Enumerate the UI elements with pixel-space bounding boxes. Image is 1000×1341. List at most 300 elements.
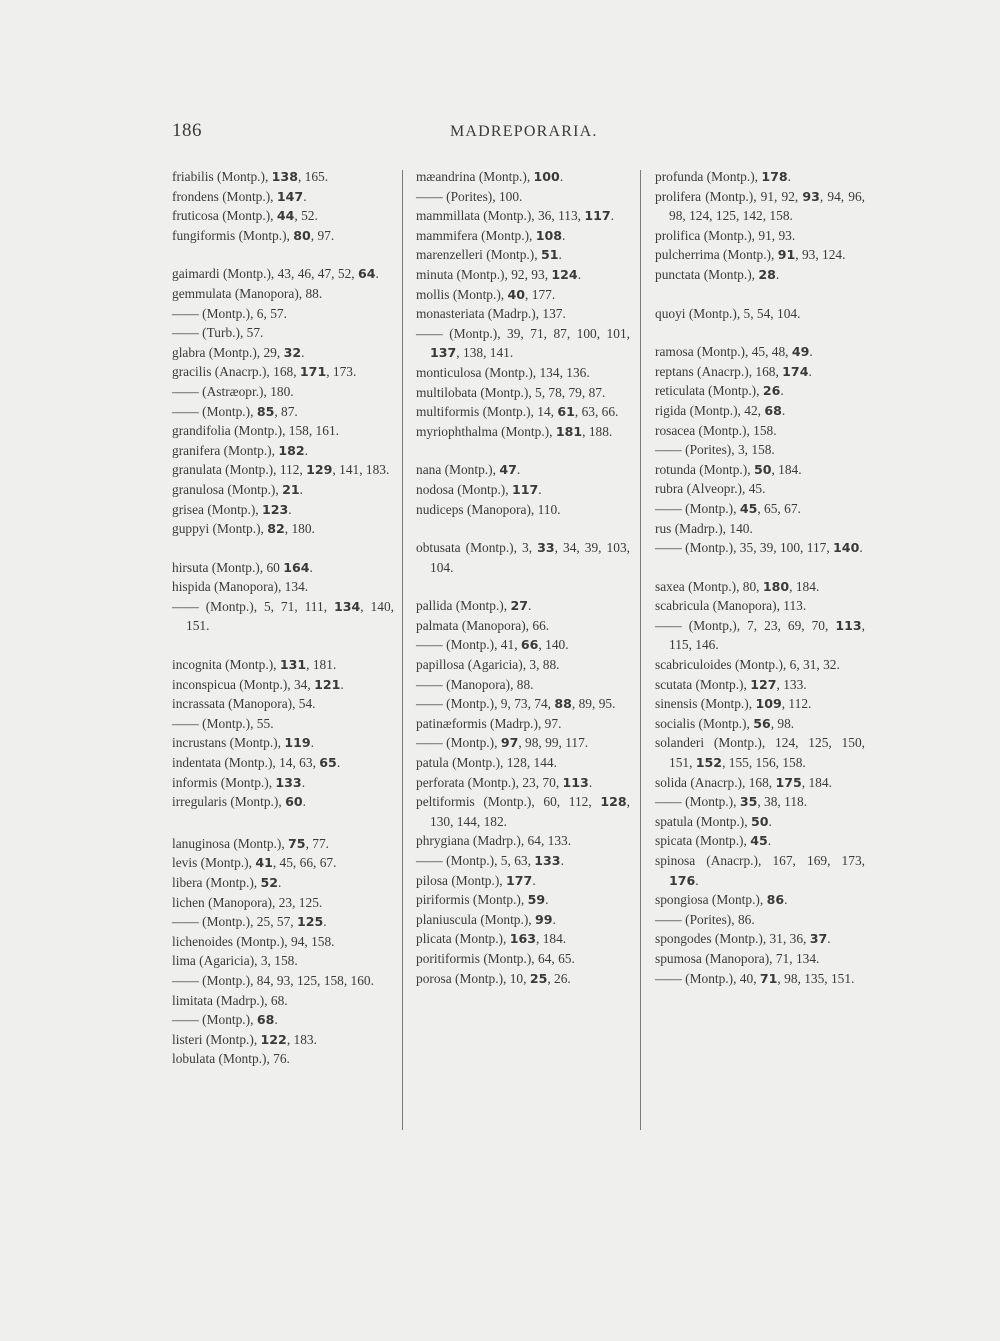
- entry-text: fruticosa (Montp.),: [172, 208, 277, 224]
- entry-text: —— (Montp.),: [416, 735, 501, 751]
- index-entry: [172, 304, 394, 324]
- index-entry: [416, 363, 630, 383]
- entry-text: prolifera (Montp.), 91, 92,: [655, 188, 803, 204]
- bold-page-ref: 51: [540, 247, 559, 263]
- entry-text: inconspicua (Montp.), 34,: [172, 676, 315, 692]
- entry-text: , 165.: [297, 169, 329, 184]
- index-entry: [655, 596, 865, 616]
- index-entry: [416, 929, 630, 949]
- entry-text: —— (Montp.),: [655, 794, 740, 810]
- entry-text: , 141, 183.: [332, 462, 390, 478]
- entry-text: profunda (Montp.),: [655, 169, 762, 184]
- entry-text: .: [552, 911, 556, 927]
- entry-text: .: [775, 266, 780, 282]
- entry-text: , 87.: [274, 403, 298, 419]
- column-divider: [640, 170, 641, 1130]
- index-entry: [416, 245, 630, 265]
- index-entry: [416, 871, 630, 891]
- entry-text: .: [859, 540, 863, 556]
- index-entry: [655, 304, 865, 324]
- entry-text: , 188.: [582, 423, 613, 439]
- bold-page-ref: 125: [296, 914, 324, 930]
- entry-text: —— (Manopora), 88.: [416, 676, 534, 692]
- bold-page-ref: 91: [777, 247, 796, 263]
- entry-text: saxea (Montp.), 80,: [655, 578, 763, 594]
- entry-text: libera (Montp.),: [172, 875, 261, 890]
- index-entry: [416, 304, 630, 324]
- entry-text: .: [309, 559, 313, 575]
- index-entry: [655, 910, 865, 930]
- entry-text: quoyi (Montp.), 5, 54, 104.: [655, 305, 801, 321]
- entry-text: prolifica (Montp.), 91, 93.: [655, 227, 796, 243]
- index-entry: [416, 167, 630, 187]
- bold-page-ref: 25: [529, 970, 548, 986]
- entry-text: ramosa (Montp.), 45, 48,: [655, 344, 792, 360]
- index-entry: [655, 460, 865, 480]
- entry-text: , 65, 67.: [757, 500, 801, 516]
- entry-text: , 34, 39, 103, 104.: [430, 540, 630, 575]
- entry-text: nudiceps (Manopora), 110.: [416, 501, 561, 517]
- bold-page-ref: 66: [520, 637, 539, 653]
- index-entry: [416, 383, 630, 403]
- index-entry: [172, 912, 394, 932]
- bold-page-ref: 21: [282, 481, 300, 497]
- entry-text: , 180.: [284, 521, 315, 537]
- bold-page-ref: 56: [753, 715, 771, 731]
- entry-text: , 155, 156, 158.: [722, 755, 806, 771]
- index-entry: [655, 733, 865, 772]
- entry-text: socialis (Montp.),: [655, 715, 754, 731]
- bold-page-ref: 119: [284, 735, 311, 751]
- bold-page-ref: 127: [750, 676, 777, 692]
- index-entry: [172, 1049, 394, 1069]
- index-entry: [655, 381, 865, 401]
- bold-page-ref: 64: [357, 266, 376, 282]
- entry-text: scutata (Montp.),: [655, 676, 751, 692]
- bold-page-ref: 50: [750, 813, 769, 829]
- page-header: [0, 120, 1000, 150]
- entry-text: , 77.: [305, 835, 330, 851]
- entry-text: —— (Montp.),: [655, 500, 740, 516]
- index-entry: [655, 812, 865, 832]
- entry-text: lima (Agaricia), 3, 158.: [172, 953, 298, 969]
- index-entry: [416, 616, 630, 636]
- index-entry: [655, 714, 865, 734]
- entry-text: scabricula (Manopora), 113.: [655, 598, 807, 614]
- entry-text: .: [274, 1012, 278, 1028]
- bold-page-ref: 164: [283, 559, 310, 575]
- bold-page-ref: 123: [262, 501, 289, 517]
- bold-page-ref: 61: [557, 404, 575, 420]
- bold-page-ref: 129: [306, 462, 333, 478]
- index-entry: [172, 792, 394, 812]
- entry-text: , 63, 66.: [574, 404, 619, 420]
- index-entry: [655, 577, 865, 597]
- index-entry: [655, 538, 865, 558]
- bold-page-ref: 45: [739, 500, 758, 516]
- index-entry: [172, 714, 394, 734]
- entry-text: guppyi (Montp.),: [172, 521, 268, 537]
- entry-text: , 45, 66, 67.: [272, 855, 337, 871]
- entry-text: , 130, 144, 182.: [430, 794, 630, 829]
- entry-text: spongodes (Montp.), 31, 36,: [655, 931, 810, 947]
- bold-page-ref: 26: [762, 383, 781, 399]
- page-number: 186: [172, 120, 202, 141]
- index-entry: [416, 655, 630, 675]
- index-entry: [655, 401, 865, 421]
- bold-page-ref: 49: [791, 344, 810, 360]
- entry-text: —— (Montp.), 35, 39, 100, 117,: [655, 540, 834, 556]
- bold-page-ref: 88: [554, 696, 572, 712]
- entry-text: , 98.: [770, 715, 795, 731]
- index-entry: [172, 226, 394, 246]
- bold-page-ref: 122: [260, 1031, 287, 1047]
- index-entry: [416, 538, 630, 577]
- index-entry: [172, 694, 394, 714]
- index-entry: [655, 479, 865, 499]
- entry-text: poritiformis (Montp.), 64, 65.: [416, 950, 575, 966]
- index-entry: [172, 323, 394, 343]
- entry-text: .: [808, 363, 812, 379]
- entry-text: pallida (Montp.),: [416, 598, 511, 614]
- running-title: MADREPORARIA.: [450, 123, 598, 140]
- index-entry: [172, 991, 394, 1011]
- bold-page-ref: 140: [833, 540, 860, 556]
- column-divider: [402, 170, 403, 1130]
- entry-text: , 98, 99, 117.: [518, 735, 589, 751]
- bold-page-ref: 181: [555, 423, 583, 439]
- bold-page-ref: 138: [271, 169, 298, 184]
- index-entry: [416, 402, 630, 422]
- entry-text: grisea (Montp.),: [172, 501, 262, 517]
- entry-text: .: [288, 501, 292, 517]
- index-entry: [172, 402, 394, 422]
- entry-text: .: [301, 774, 306, 790]
- index-entry: [172, 753, 394, 773]
- bold-page-ref: 177: [506, 872, 533, 888]
- entry-text: mæandrina (Montp.),: [416, 169, 534, 184]
- index-entry: [172, 382, 394, 402]
- entry-text: nodosa (Montp.),: [416, 481, 512, 497]
- entry-text: rubra (Alveopr.), 45.: [655, 481, 766, 497]
- index-entry: [655, 167, 865, 187]
- index-entry: [655, 694, 865, 714]
- bold-page-ref: 176: [669, 872, 696, 888]
- entry-text: , 38, 118.: [757, 794, 808, 810]
- entry-text: incognita (Montp.),: [172, 657, 280, 673]
- index-entry: [416, 422, 630, 442]
- entry-text: —— (Montp.), 41,: [416, 637, 521, 653]
- entry-text: papillosa (Agaricia), 3, 88.: [416, 657, 560, 673]
- bold-page-ref: 137: [430, 345, 457, 361]
- index-entry: [172, 480, 394, 500]
- entry-text: —— (Montp,), 7, 23, 69, 70,: [655, 617, 836, 633]
- index-entry: [416, 694, 630, 714]
- entry-text: punctata (Montp.),: [655, 266, 759, 282]
- bold-page-ref: 68: [256, 1012, 275, 1028]
- entry-text: incrassata (Manopora), 54.: [172, 696, 316, 712]
- index-entry: [172, 206, 394, 226]
- entry-text: friabilis (Montp.),: [172, 169, 272, 184]
- entry-text: —— (Montp.), 55.: [172, 715, 274, 731]
- index-entry: [655, 969, 865, 989]
- entry-text: fungiformis (Montp.),: [172, 227, 294, 243]
- entry-text: .: [301, 344, 305, 360]
- entry-text: .: [323, 914, 327, 930]
- index-entry: [416, 187, 630, 207]
- bold-page-ref: 28: [758, 266, 776, 282]
- entry-text: spicata (Montp.),: [655, 833, 751, 849]
- entry-text: .: [781, 402, 786, 418]
- index-entry: [416, 596, 630, 616]
- index-entry: [655, 851, 865, 890]
- entry-text: —— (Montp.), 6, 57.: [172, 305, 287, 321]
- entry-text: , 183.: [286, 1031, 317, 1047]
- entry-text: , 26.: [547, 970, 571, 986]
- bold-page-ref: 40: [507, 286, 526, 302]
- entry-text: —— (Montp.), 5, 63,: [416, 853, 535, 868]
- bold-page-ref: 45: [750, 833, 768, 849]
- entry-text: .: [809, 344, 813, 360]
- entry-text: limitata (Madrp.), 68.: [172, 992, 288, 1008]
- index-entry: [416, 851, 630, 871]
- index-entry: [655, 831, 865, 851]
- entry-text: , 184.: [789, 578, 820, 594]
- index-entry: [172, 264, 394, 284]
- bold-page-ref: 33: [537, 540, 555, 556]
- entry-text: rosacea (Montp.), 158.: [655, 422, 777, 438]
- index-column-3: [655, 167, 865, 988]
- entry-text: frondens (Montp.),: [172, 188, 277, 204]
- index-entry: [172, 853, 394, 873]
- entry-text: rus (Madrp.), 140.: [655, 520, 753, 536]
- index-entry: [655, 265, 865, 285]
- entry-text: spinosa (Anacrp.), 167, 169, 173,: [655, 853, 865, 868]
- bold-page-ref: 93: [802, 188, 820, 204]
- entry-text: .: [375, 266, 379, 282]
- index-entry: [416, 265, 630, 285]
- entry-text: —— (Montp.),: [172, 403, 257, 419]
- entry-text: .: [299, 481, 303, 497]
- index-entry: [655, 362, 865, 382]
- entry-text: listeri (Montp.),: [172, 1031, 261, 1047]
- entry-text: .: [278, 875, 282, 890]
- entry-text: monticulosa (Montp.), 134, 136.: [416, 364, 590, 380]
- entry-text: patinæformis (Madrp.), 97.: [416, 715, 562, 731]
- entry-text: pulcherrima (Montp.),: [655, 247, 778, 263]
- index-entry: [416, 831, 630, 851]
- index-entry: [172, 834, 394, 854]
- bold-page-ref: 82: [267, 521, 285, 537]
- index-entry: [172, 597, 394, 636]
- entry-text: .: [559, 169, 564, 184]
- index-entry: [655, 655, 865, 675]
- entry-text: minuta (Montp.), 92, 93,: [416, 266, 552, 282]
- entry-text: , 181.: [306, 657, 337, 673]
- entry-text: rigida (Montp.), 42,: [655, 402, 765, 418]
- index-entry: [172, 655, 394, 675]
- bold-page-ref: 27: [510, 598, 528, 614]
- entry-text: plicata (Montp.),: [416, 931, 510, 947]
- index-entry: [172, 733, 394, 753]
- entry-text: , 89, 95.: [571, 696, 616, 712]
- entry-text: , 184.: [801, 774, 832, 790]
- index-entry: [172, 441, 394, 461]
- entry-text: palmata (Manopora), 66.: [416, 617, 550, 633]
- bold-page-ref: 68: [764, 402, 782, 418]
- entry-text: .: [695, 872, 699, 888]
- entry-text: , 177.: [525, 286, 556, 302]
- index-entry: [172, 558, 394, 578]
- index-entry: [655, 499, 865, 519]
- index-entry: [655, 187, 865, 226]
- index-entry: [172, 362, 394, 382]
- index-entry: [172, 951, 394, 971]
- entry-text: hispida (Manopora), 134.: [172, 579, 309, 595]
- entry-text: planiuscula (Montp.),: [416, 911, 536, 927]
- entry-text: .: [768, 813, 772, 829]
- index-entry: [416, 460, 630, 480]
- index-entry: [172, 343, 394, 363]
- entry-text: —— (Montp.), 39, 71, 87, 100, 101,: [416, 325, 630, 341]
- index-entry: [416, 675, 630, 695]
- entry-text: .: [787, 169, 792, 184]
- entry-text: levis (Montp.),: [172, 855, 256, 871]
- entry-text: phrygiana (Madrp.), 64, 133.: [416, 833, 572, 849]
- entry-text: , 94, 96, 98, 124, 125, 142, 158.: [669, 188, 865, 224]
- index-entry: [655, 792, 865, 812]
- index-entry: [416, 714, 630, 734]
- bold-page-ref: 152: [695, 755, 723, 771]
- entry-text: , 115, 146.: [669, 617, 865, 653]
- bold-page-ref: 52: [260, 875, 279, 890]
- entry-text: spumosa (Manopora), 71, 134.: [655, 950, 820, 966]
- entry-text: informis (Montp.),: [172, 774, 276, 790]
- bold-page-ref: 113: [835, 617, 862, 633]
- index-entry: [172, 675, 394, 695]
- entry-text: .: [784, 892, 788, 908]
- entry-text: .: [767, 833, 772, 849]
- index-entry: [172, 187, 394, 207]
- bold-page-ref: 121: [314, 676, 341, 692]
- entry-text: porosa (Montp.), 10,: [416, 970, 530, 986]
- entry-text: , 52.: [294, 208, 318, 224]
- entry-text: indentata (Montp.), 14, 63,: [172, 755, 320, 771]
- bold-page-ref: 100: [533, 169, 560, 184]
- bold-page-ref: 180: [762, 578, 790, 594]
- entry-text: pilosa (Montp.),: [416, 872, 507, 888]
- entry-text: , 184.: [771, 461, 802, 477]
- entry-text: .: [336, 755, 341, 771]
- bold-page-ref: 99: [535, 911, 553, 927]
- entry-text: marenzelleri (Montp.),: [416, 247, 541, 263]
- entry-text: .: [560, 853, 564, 868]
- index-entry: [416, 206, 630, 226]
- entry-text: patula (Montp.), 128, 144.: [416, 755, 557, 771]
- entry-text: .: [545, 892, 549, 908]
- index-entry: [655, 519, 865, 539]
- bold-page-ref: 44: [276, 208, 295, 224]
- entry-text: solida (Anacrp.), 168,: [655, 774, 776, 790]
- bold-page-ref: 133: [275, 774, 302, 790]
- bold-page-ref: 182: [278, 442, 305, 458]
- index-entry: [172, 1030, 394, 1050]
- entry-text: .: [538, 481, 542, 497]
- entry-text: gemmulata (Manopora), 88.: [172, 285, 323, 301]
- index-column-2: [416, 167, 630, 988]
- entry-text: peltiformis (Montp.), 60, 112,: [416, 794, 601, 810]
- entry-text: granifera (Montp.),: [172, 442, 279, 458]
- bold-page-ref: 41: [255, 855, 273, 871]
- index-entry: [172, 460, 394, 480]
- bold-page-ref: 117: [584, 208, 611, 224]
- index-entry: [416, 773, 630, 793]
- entry-text: sinensis (Montp.),: [655, 696, 756, 712]
- entry-text: .: [562, 227, 566, 243]
- index-entry: [416, 480, 630, 500]
- entry-text: , 97.: [310, 227, 335, 243]
- index-entry: [416, 969, 630, 989]
- entry-text: .: [304, 442, 308, 458]
- entry-text: —— (Montp.), 25, 57,: [172, 914, 297, 930]
- entry-text: , 173.: [326, 364, 357, 380]
- entry-text: lichenoides (Montp.), 94, 158.: [172, 933, 335, 949]
- index-entry: [416, 890, 630, 910]
- entry-text: .: [310, 735, 314, 751]
- entry-text: solanderi (Montp.), 124, 125, 150, 151,: [655, 735, 865, 771]
- entry-text: multiformis (Montp.), 14,: [416, 404, 558, 420]
- entry-text: reticulata (Montp.),: [655, 383, 763, 399]
- entry-text: glabra (Montp.), 29,: [172, 344, 284, 360]
- entry-text: —— (Montp.), 84, 93, 125, 158, 160.: [172, 972, 374, 988]
- index-entry: [655, 949, 865, 969]
- entry-text: —— (Porites), 86.: [655, 911, 755, 927]
- entry-text: .: [827, 931, 831, 947]
- entry-text: —— (Turb.), 57.: [172, 325, 264, 341]
- index-entry: [416, 949, 630, 969]
- entry-text: , 138, 141.: [456, 345, 514, 361]
- bold-page-ref: 85: [256, 403, 275, 419]
- entry-text: , 93, 124.: [795, 247, 846, 263]
- bold-page-ref: 59: [527, 892, 546, 908]
- entry-text: .: [577, 266, 582, 282]
- entry-text: nana (Montp.),: [416, 462, 500, 478]
- bold-page-ref: 47: [499, 462, 517, 478]
- entry-text: lanuginosa (Montp.),: [172, 835, 289, 851]
- bold-page-ref: 108: [535, 227, 563, 243]
- index-entry: [416, 753, 630, 773]
- entry-text: —— (Montp.), 40,: [655, 970, 760, 986]
- index-entry: [416, 792, 630, 831]
- bold-page-ref: 128: [600, 794, 627, 810]
- bold-page-ref: 175: [775, 774, 802, 790]
- bold-page-ref: 133: [534, 853, 561, 868]
- index-column-1: [172, 167, 394, 1069]
- index-entry: [655, 245, 865, 265]
- index-entry: [416, 635, 630, 655]
- entry-text: .: [302, 794, 306, 810]
- entry-text: , 98, 135, 151.: [777, 970, 855, 986]
- entry-text: —— (Montp.), 5, 71, 111,: [172, 598, 334, 614]
- index-entry: [655, 342, 865, 362]
- index-entry: [172, 167, 394, 187]
- index-entry: [172, 873, 394, 893]
- index-entry: [416, 500, 630, 520]
- bold-page-ref: 124: [551, 266, 578, 282]
- index-entry: [416, 324, 630, 363]
- bold-page-ref: 109: [755, 696, 782, 712]
- entry-text: rotunda (Montp.),: [655, 461, 754, 477]
